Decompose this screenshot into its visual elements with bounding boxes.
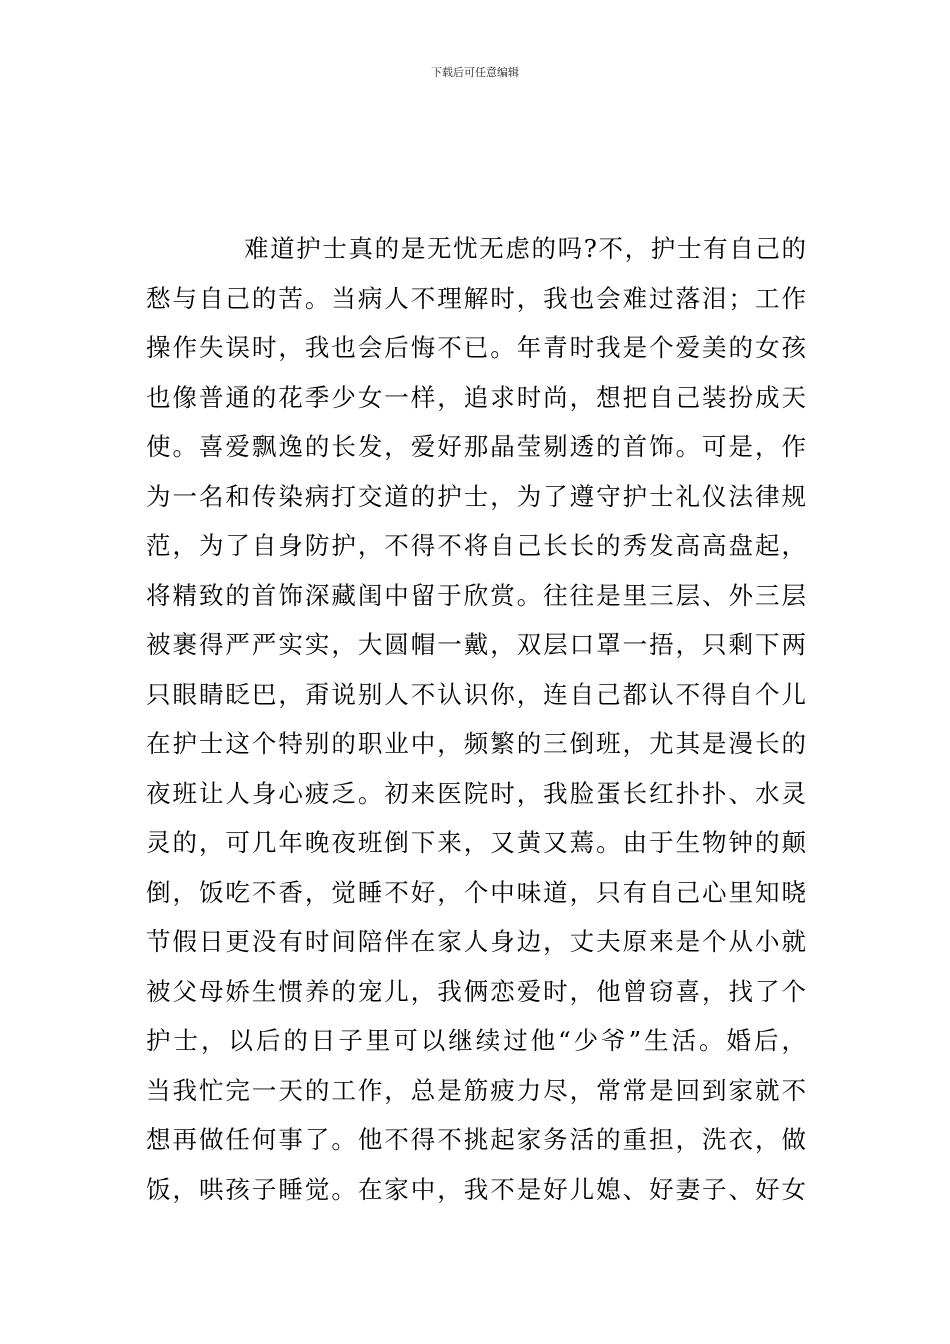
text-line: 在护士这个特别的职业中，频繁的三倒班，尤其是漫长的	[146, 729, 806, 758]
text-line: 难道护士真的是无忧无虑的吗?不，护士有自己的	[244, 234, 806, 263]
text-line: 被父母娇生惯养的宠儿，我俩恋爱时，他曾窃喜，找了个	[146, 976, 806, 1006]
text-line: 灵的，可几年晚夜班倒下来，又黄又蔫。由于生物钟的颠	[146, 828, 806, 857]
text-line: 将精致的首饰深藏闺中留于欣赏。往往是里三层、外三层	[146, 580, 806, 610]
text-line: 当我忙完一天的工作，总是筋疲力尽，常常是回到家就不	[146, 1075, 806, 1105]
page-header: 下载后可任意编辑	[431, 66, 519, 79]
text-line: 只眼睛眨巴，甭说别人不认识你，连自己都认不得自个儿	[146, 679, 806, 709]
text-line: 夜班让人身心疲乏。初来医院时，我脸蛋长红扑扑、水灵	[146, 778, 806, 808]
text-line: 为一名和传染病打交道的护士，为了遵守护士礼仪法律规	[146, 481, 806, 511]
text-line: 也像普通的花季少女一样，追求时尚，想把自己装扮成天	[146, 382, 806, 412]
body-text	[146, 231, 806, 1221]
text-line: 倒，饭吃不香，觉睡不好，个中味道，只有自己心里知晓	[146, 877, 806, 907]
text-line: 护士，以后的日子里可以继续过他“少爷”生活。婚后，	[146, 1026, 806, 1055]
text-line: 使。喜爱飘逸的长发，爱好那晶莹剔透的首饰。可是，作	[146, 432, 806, 461]
text-line: 范，为了自身防护，不得不将自己长长的秀发高高盘起，	[146, 531, 806, 560]
text-line: 操作失误时，我也会后悔不已。年青时我是个爱美的女孩	[146, 333, 806, 362]
text-line: 饭，哄孩子睡觉。在家中，我不是好儿媳、好妻子、好女	[146, 1174, 806, 1204]
text-line: 愁与自己的苦。当病人不理解时，我也会难过落泪；工作	[146, 283, 806, 313]
text-line: 想再做任何事了。他不得不挑起家务活的重担，洗衣，做	[146, 1125, 806, 1154]
text-line: 被裹得严严实实，大圆帽一戴，双层口罩一捂，只剩下两	[146, 630, 806, 659]
text-line: 节假日更没有时间陪伴在家人身边，丈夫原来是个从小就	[146, 927, 806, 956]
